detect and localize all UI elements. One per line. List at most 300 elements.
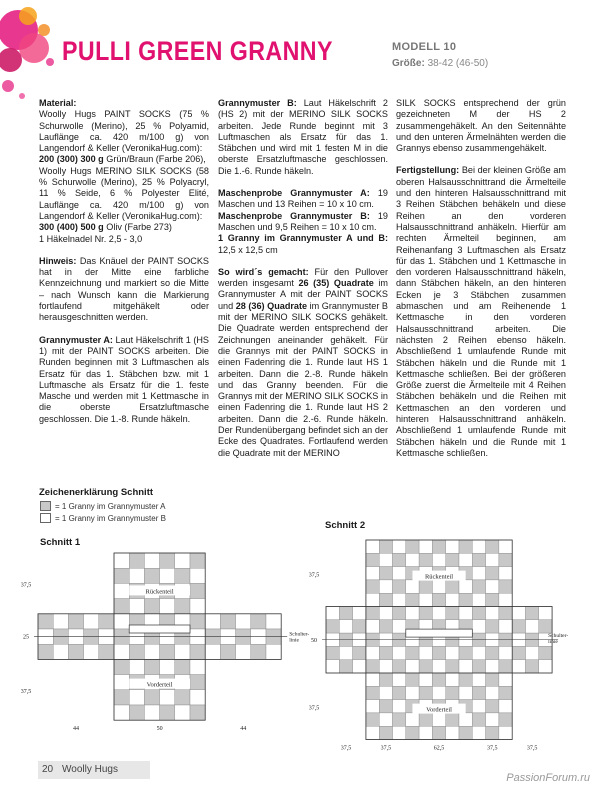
material-yarn-1: Woolly Hugs PAINT SOCKS (75 % Schurwolle (Merino), 25 % Polyamid, Lauflänge ca. 420 m/100 g) von Langendorf & Keller (VeronikaHug.com): bbox=[39, 109, 209, 154]
s2-square bbox=[486, 673, 499, 686]
s1-dim-top: 37,5 bbox=[20, 582, 32, 589]
s2-square bbox=[379, 700, 392, 713]
s1-square bbox=[114, 568, 129, 583]
s2-square bbox=[393, 660, 406, 673]
s2-square bbox=[379, 580, 392, 593]
s1-square bbox=[190, 553, 205, 568]
gauge-a-heading: Maschenprobe Grannymuster A: bbox=[218, 188, 370, 199]
s2-neck-opening bbox=[406, 629, 473, 637]
s1-square bbox=[251, 614, 266, 629]
s1-square bbox=[236, 644, 251, 659]
size-line bbox=[392, 58, 488, 69]
s1-square bbox=[190, 644, 205, 659]
s2-square bbox=[432, 593, 445, 606]
s2-square bbox=[459, 580, 472, 593]
s2-square bbox=[366, 686, 379, 699]
s1-square bbox=[175, 659, 190, 674]
s2-square bbox=[393, 553, 406, 566]
s2-square bbox=[499, 540, 512, 553]
s2-square bbox=[486, 713, 499, 726]
s1-square bbox=[114, 583, 129, 598]
s1-square bbox=[205, 644, 220, 659]
s2-square bbox=[432, 553, 445, 566]
watermark: PassionForum.ru bbox=[506, 772, 590, 784]
s2-square bbox=[512, 620, 525, 633]
s1-square bbox=[68, 644, 83, 659]
s2-dim-bottom: 37,5 bbox=[308, 705, 320, 712]
s2-square bbox=[393, 607, 406, 620]
s2-square bbox=[499, 686, 512, 699]
s2-square bbox=[486, 620, 499, 633]
s2-square bbox=[432, 646, 445, 659]
legend-swatch-b bbox=[40, 513, 51, 523]
s1-square bbox=[114, 690, 129, 705]
s1-square bbox=[160, 599, 175, 614]
s1-square bbox=[129, 599, 144, 614]
s2-square bbox=[499, 673, 512, 686]
s1-square bbox=[68, 614, 83, 629]
text-column-1 bbox=[39, 98, 209, 436]
s2-square bbox=[353, 607, 366, 620]
s2-dim-2: 37,5 bbox=[380, 745, 392, 752]
s2-square bbox=[499, 713, 512, 726]
s2-square bbox=[406, 540, 419, 553]
s1-square bbox=[160, 659, 175, 674]
granny-b-text: Laut Häkelschrift 2 (HS 2) mit der MERINO SILK SOCKS arbeiten. Jede Runde beginnt mit 3 Luftmaschen als Ersatz für das 1. Stäbchen und wird mit 1 festen M in die oberste Ersatzluftmasche geschlossen. Die 1.-6. Runde häkeln. bbox=[218, 98, 388, 176]
s1-square bbox=[175, 644, 190, 659]
s1-square bbox=[266, 644, 281, 659]
s2-square bbox=[472, 700, 485, 713]
s2-square bbox=[406, 660, 419, 673]
s2-square bbox=[419, 686, 432, 699]
count-a: 26 (35) Quadrate bbox=[298, 278, 374, 289]
s2-dim-1: 37,5 bbox=[340, 745, 352, 752]
hinweis-text: Das Knäuel der PAINT SOCKS hat in der Mitte eine farbliche Kennzeichnung und markiert so die Mitte – nach Wunsch kann die Markierung fortlaufend mitgehäkelt oder herausgeschnitten werden. bbox=[39, 255, 209, 323]
s2-square bbox=[353, 646, 366, 659]
legend-label-a: = 1 Granny im Grannymuster A bbox=[55, 501, 166, 511]
s1-front-label: Vorderteil bbox=[146, 681, 173, 689]
s2-dim-mid: 50 bbox=[311, 637, 317, 644]
s2-square bbox=[406, 607, 419, 620]
s2-square bbox=[393, 580, 406, 593]
s2-square bbox=[379, 660, 392, 673]
s2-square bbox=[419, 726, 432, 739]
s2-square bbox=[379, 646, 392, 659]
s2-square bbox=[366, 673, 379, 686]
s2-square bbox=[486, 580, 499, 593]
s2-square bbox=[406, 726, 419, 739]
s2-square bbox=[379, 593, 392, 606]
s1-square bbox=[144, 599, 159, 614]
s1-square bbox=[129, 659, 144, 674]
s1-square bbox=[190, 690, 205, 705]
s1-square bbox=[99, 644, 114, 659]
s1-square bbox=[220, 614, 235, 629]
s1-square bbox=[190, 599, 205, 614]
s2-square bbox=[486, 607, 499, 620]
continued-text: SILK SOCKS entsprechend der grün gezeichneten M der HS 2 zusammengehäkelt. An den Seitennähte und den unteren Ärmelnähten werden die Grannys ebenso zusammengehäkelt. bbox=[396, 98, 566, 154]
s2-dim-5: 37,5 bbox=[526, 745, 538, 752]
s2-square bbox=[472, 726, 485, 739]
s1-square bbox=[114, 705, 129, 720]
s2-square bbox=[446, 686, 459, 699]
s2-square bbox=[459, 660, 472, 673]
s2-square bbox=[486, 686, 499, 699]
s2-square bbox=[446, 607, 459, 620]
s2-square bbox=[459, 726, 472, 739]
s1-square bbox=[175, 553, 190, 568]
s1-square bbox=[114, 675, 129, 690]
s1-square bbox=[129, 705, 144, 720]
s2-square bbox=[539, 646, 552, 659]
paint-splash-logo bbox=[0, 0, 70, 110]
s1-square bbox=[236, 614, 251, 629]
s2-square bbox=[472, 593, 485, 606]
material-hook: 1 Häkelnadel Nr. 2,5 - 3,0 bbox=[39, 233, 143, 244]
s2-shoulder-label: Schulter-linie bbox=[548, 632, 569, 645]
s1-square bbox=[129, 644, 144, 659]
s2-square bbox=[499, 553, 512, 566]
material-amount-2: 300 (400) 500 g bbox=[39, 222, 104, 233]
s2-dim-3: 62,5 bbox=[433, 745, 445, 752]
s2-square bbox=[432, 580, 445, 593]
s1-dim-bottom: 37,5 bbox=[20, 688, 32, 695]
s1-square bbox=[190, 614, 205, 629]
s2-square bbox=[486, 700, 499, 713]
s2-square bbox=[486, 646, 499, 659]
gauge-b-text: 19 Maschen und 9,5 Reihen = 10 x 10 cm. bbox=[218, 210, 388, 232]
s1-square bbox=[190, 675, 205, 690]
s2-square bbox=[472, 686, 485, 699]
s1-square bbox=[144, 705, 159, 720]
s1-dim-center: 50 bbox=[156, 726, 163, 733]
s2-square bbox=[339, 646, 352, 659]
s2-square bbox=[446, 593, 459, 606]
s2-square bbox=[406, 553, 419, 566]
s2-square bbox=[432, 540, 445, 553]
s2-square bbox=[446, 553, 459, 566]
legend-title: Zeichenerklärung Schnitt bbox=[39, 487, 154, 498]
legend-swatch-a bbox=[40, 501, 51, 511]
s2-square bbox=[393, 673, 406, 686]
s2-square bbox=[339, 607, 352, 620]
s1-square bbox=[190, 583, 205, 598]
s2-square bbox=[419, 646, 432, 659]
s2-square bbox=[393, 713, 406, 726]
granny-a-text: Laut Häkelschrift 1 (HS 1) mit der PAINT SOCKS arbeiten. Die Runden beginnen mit 3 Luftmaschen als Ersatz für das 1. Stäbchen bzw. mit 1 Luftmasche als Ersatz für die 1. feste Masche und werden mit 1 Kettmasche in die oberste Ersatzluftmasche geschlossen. Die 1.-8. Runde häkeln. bbox=[39, 334, 209, 424]
s2-square bbox=[379, 686, 392, 699]
s2-square bbox=[339, 660, 352, 673]
s2-square bbox=[419, 593, 432, 606]
page-title: PULLI GREEN GRANNY bbox=[62, 36, 333, 66]
finishing-text: Bei der kleinen Größe am oberen Halsausschnittrand die Ärmelteile und den hinteren Halsausschnittrand mit 3 Reihen Stäbchen behäkeln und diese Reihen an den vorderen Halsausschnittrand anhäkeln. Hierfür am rechten Ärmelteil beginnen, am Reihenanfang 3 Luftmaschen als Ersatz für das 1. Stäbchen und 1 Kettmasche in den vorderen Halsausschnittrand häkeln, dann Stäbchen häkeln, an den hinteren Ecken je 3 Stäbchen zusammen abmaschen und am Reihenende 1 Kettmasche in den vorderen Halsausschnittrand arbeiten. Die nächsten 2 Reihen ebenso häkeln. Abschließend 1 umlaufende Runde mit Stäbchen häkeln und die Runde mit 1 Kettmasche schließen. Bei der größeren Größe zuerst die Ärmelteile mit 4 Reihen Stäbchen behäkeln und die Reihen mit Kettmaschen an den vorderen und hinteren Halsausschnittrand anhäkeln. Abschließend 1 umlaufende Runde mit Stäbchen häkeln und die Runde mit 1 Kettmasche schließen. bbox=[396, 165, 566, 458]
s2-square bbox=[393, 700, 406, 713]
instructions-heading: So wird´s gemacht: bbox=[218, 266, 309, 277]
s2-square bbox=[459, 593, 472, 606]
s2-square bbox=[406, 713, 419, 726]
s2-square bbox=[486, 726, 499, 739]
granny-size-text: 12,5 x 12,5 cm bbox=[218, 244, 278, 255]
s1-square bbox=[84, 614, 99, 629]
granny-b-section bbox=[218, 98, 388, 177]
s1-square bbox=[175, 599, 190, 614]
s2-square bbox=[486, 553, 499, 566]
s2-square bbox=[419, 607, 432, 620]
model-number: MODELL 10 bbox=[392, 41, 457, 53]
granny-b-heading: Grannymuster B: bbox=[218, 98, 297, 108]
material-color-1: Grün/Braun (Farbe 206), bbox=[103, 154, 206, 165]
s1-square bbox=[84, 644, 99, 659]
legend-item-b bbox=[40, 513, 166, 523]
material-yarn-2: Woolly Hugs MERINO SILK SOCKS (58 % Schurwolle (Merino), 25 % Polyacryl, 11 % Seide, 6 % Polyester Elité, Lauflänge ca. 420 m/100 g) von Langendorf & Keller (VeronikaHug.com): bbox=[39, 165, 209, 221]
s2-square bbox=[366, 726, 379, 739]
schnitt-2-title: Schnitt 2 bbox=[325, 520, 366, 531]
s2-square bbox=[512, 607, 525, 620]
s1-square bbox=[114, 659, 129, 674]
s2-square bbox=[366, 540, 379, 553]
s2-square bbox=[393, 620, 406, 633]
s2-square bbox=[379, 713, 392, 726]
s2-square bbox=[499, 726, 512, 739]
s1-square bbox=[205, 614, 220, 629]
s2-square bbox=[326, 607, 339, 620]
s2-square bbox=[432, 660, 445, 673]
s2-square bbox=[446, 660, 459, 673]
s2-square bbox=[419, 580, 432, 593]
s1-square bbox=[266, 614, 281, 629]
s1-square bbox=[220, 644, 235, 659]
s2-square bbox=[366, 567, 379, 580]
s1-square bbox=[251, 644, 266, 659]
s2-square bbox=[499, 593, 512, 606]
s1-dim-left: 44 bbox=[73, 726, 79, 733]
s2-square bbox=[393, 593, 406, 606]
s2-square bbox=[459, 540, 472, 553]
s2-square bbox=[486, 593, 499, 606]
s2-square bbox=[326, 660, 339, 673]
s1-square bbox=[160, 705, 175, 720]
material-color-2: Oliv (Farbe 273) bbox=[103, 222, 172, 233]
size-label: Größe: bbox=[392, 58, 425, 69]
granny-a-heading: Grannymuster A: bbox=[39, 334, 113, 345]
s2-square bbox=[472, 620, 485, 633]
s2-square bbox=[366, 593, 379, 606]
s2-square bbox=[539, 607, 552, 620]
s2-square bbox=[366, 620, 379, 633]
s2-square bbox=[419, 553, 432, 566]
size-value: 38-42 (46-50) bbox=[427, 58, 489, 69]
s1-square bbox=[53, 644, 68, 659]
s2-square bbox=[499, 646, 512, 659]
s2-square bbox=[393, 686, 406, 699]
s2-square bbox=[366, 700, 379, 713]
s2-square bbox=[459, 673, 472, 686]
s2-square bbox=[499, 660, 512, 673]
granny-size-heading: 1 Granny im Grannymuster A und B: bbox=[218, 233, 388, 244]
schnitt-1-diagram bbox=[0, 545, 330, 765]
s2-square bbox=[406, 580, 419, 593]
s2-square bbox=[419, 673, 432, 686]
s2-square bbox=[526, 620, 539, 633]
instructions-section bbox=[218, 267, 388, 459]
s2-square bbox=[406, 593, 419, 606]
gauge-a-text: 19 Maschen und 13 Reihen = 10 x 10 cm. bbox=[218, 188, 388, 210]
s2-square bbox=[472, 607, 485, 620]
s2-square bbox=[393, 726, 406, 739]
s2-square bbox=[472, 646, 485, 659]
s1-square bbox=[99, 614, 114, 629]
s1-square bbox=[175, 568, 190, 583]
s2-square bbox=[366, 553, 379, 566]
s2-square bbox=[472, 660, 485, 673]
s2-square bbox=[379, 553, 392, 566]
s2-square bbox=[419, 660, 432, 673]
s2-square bbox=[526, 660, 539, 673]
hinweis-heading: Hinweis: bbox=[39, 255, 77, 266]
s2-square bbox=[459, 713, 472, 726]
s2-square bbox=[419, 713, 432, 726]
s1-square bbox=[160, 553, 175, 568]
s2-square bbox=[339, 620, 352, 633]
s1-square bbox=[144, 553, 159, 568]
s2-square bbox=[366, 713, 379, 726]
gauge-section bbox=[218, 188, 388, 256]
s1-square bbox=[129, 568, 144, 583]
s1-square bbox=[160, 690, 175, 705]
s1-square bbox=[53, 614, 68, 629]
s1-square bbox=[129, 690, 144, 705]
s2-square bbox=[366, 580, 379, 593]
s2-square bbox=[379, 620, 392, 633]
s1-square bbox=[114, 553, 129, 568]
s1-square bbox=[144, 644, 159, 659]
s2-square bbox=[379, 607, 392, 620]
s2-square bbox=[432, 673, 445, 686]
s2-square bbox=[366, 607, 379, 620]
s2-square bbox=[446, 726, 459, 739]
gauge-b-heading: Maschenprobe Grannymuster B: bbox=[218, 210, 370, 221]
instructions-text-1: Für den Pullover werden insgesamt bbox=[218, 266, 388, 289]
s2-square bbox=[353, 660, 366, 673]
s2-square bbox=[379, 673, 392, 686]
s1-square bbox=[114, 614, 129, 629]
s2-square bbox=[499, 620, 512, 633]
s2-square bbox=[432, 726, 445, 739]
s1-neck-opening bbox=[129, 625, 190, 633]
s1-square bbox=[114, 599, 129, 614]
s2-square bbox=[432, 607, 445, 620]
s2-square bbox=[472, 567, 485, 580]
s2-square bbox=[446, 673, 459, 686]
s1-square bbox=[175, 705, 190, 720]
s2-square bbox=[393, 540, 406, 553]
s2-square bbox=[499, 700, 512, 713]
s1-square bbox=[144, 659, 159, 674]
s1-dim-mid: 25 bbox=[23, 634, 29, 641]
s1-back-label: Rückenteil bbox=[145, 588, 174, 596]
s2-square bbox=[446, 713, 459, 726]
s2-square bbox=[512, 646, 525, 659]
s1-shoulder-label: Schulter-linie bbox=[289, 631, 310, 644]
s2-dim-4: 37,5 bbox=[487, 745, 498, 752]
count-b: 28 (36) Quadrate bbox=[235, 300, 308, 311]
legend-item-a bbox=[40, 501, 166, 511]
s2-back-label: Rückenteil bbox=[424, 573, 454, 581]
s2-square bbox=[432, 686, 445, 699]
legend-label-b: = 1 Granny im Grannymuster B bbox=[55, 513, 166, 523]
s2-dim-top: 37,5 bbox=[308, 572, 320, 579]
s1-square bbox=[38, 644, 53, 659]
s2-square bbox=[499, 580, 512, 593]
s2-square bbox=[472, 673, 485, 686]
s2-square bbox=[539, 620, 552, 633]
s2-square bbox=[486, 567, 499, 580]
s2-square bbox=[379, 540, 392, 553]
s2-square bbox=[499, 567, 512, 580]
text-column-2 bbox=[218, 98, 388, 470]
s1-square bbox=[190, 705, 205, 720]
s1-square bbox=[160, 644, 175, 659]
s2-square bbox=[326, 646, 339, 659]
material-amount-1: 200 (300) 300 g bbox=[39, 154, 104, 165]
s2-square bbox=[472, 540, 485, 553]
s2-square bbox=[459, 686, 472, 699]
s2-square bbox=[459, 607, 472, 620]
s2-front-label: Vorderteil bbox=[426, 706, 452, 714]
page-number: 20 bbox=[42, 764, 54, 775]
schnitt-1-title: Schnitt 1 bbox=[40, 537, 81, 548]
granny-a-section bbox=[39, 335, 209, 425]
s1-square bbox=[114, 644, 129, 659]
s2-square bbox=[539, 660, 552, 673]
s1-square bbox=[144, 690, 159, 705]
s2-square bbox=[459, 646, 472, 659]
finishing-section bbox=[396, 165, 566, 459]
s2-square bbox=[512, 660, 525, 673]
s2-square bbox=[472, 580, 485, 593]
material-section bbox=[39, 98, 209, 245]
s2-square bbox=[526, 607, 539, 620]
s2-square bbox=[526, 646, 539, 659]
page-footer bbox=[38, 761, 150, 779]
continued-section bbox=[396, 98, 566, 154]
s2-square bbox=[472, 553, 485, 566]
s2-square bbox=[446, 646, 459, 659]
schnitt-2-diagram bbox=[300, 530, 600, 762]
s2-square bbox=[366, 660, 379, 673]
s2-square bbox=[406, 673, 419, 686]
s1-square bbox=[38, 614, 53, 629]
s2-square bbox=[459, 553, 472, 566]
s2-square bbox=[419, 540, 432, 553]
s2-square bbox=[379, 726, 392, 739]
s2-square bbox=[486, 660, 499, 673]
material-heading: Material: bbox=[39, 98, 77, 108]
text-column-3 bbox=[396, 98, 566, 470]
s2-square bbox=[472, 713, 485, 726]
s2-square bbox=[432, 713, 445, 726]
s2-square bbox=[406, 646, 419, 659]
s2-square bbox=[366, 646, 379, 659]
s1-square bbox=[175, 690, 190, 705]
s1-square bbox=[190, 659, 205, 674]
s2-square bbox=[379, 567, 392, 580]
s1-square bbox=[144, 568, 159, 583]
s1-square bbox=[129, 553, 144, 568]
instructions-text-3: im Grannymuster B mit der MERINO SILK SOCKS gehäkelt. Die Quadrate werden entsprechend der Zeichnungen aneinander gehäkelt. Für die Grannys mit der PAINT SOCKS in einen Fadenring die 1. Runde laut HS 1 arbeiten. Dann die 2.-8. Runde häkeln und das Granny beenden. Für die Grannys mit der MERINO SILK SOCKS in einen Fadenring die 1. Runde laut HS 2 arbeiten. Dann die 2.-6. Runde häkeln. Der Rundenübergang befindet sich an der Ecke des Quadrates. Fortlaufend werden die Quadrate mit der MERINO bbox=[218, 300, 389, 458]
hinweis-section bbox=[39, 256, 209, 324]
s1-square bbox=[160, 568, 175, 583]
